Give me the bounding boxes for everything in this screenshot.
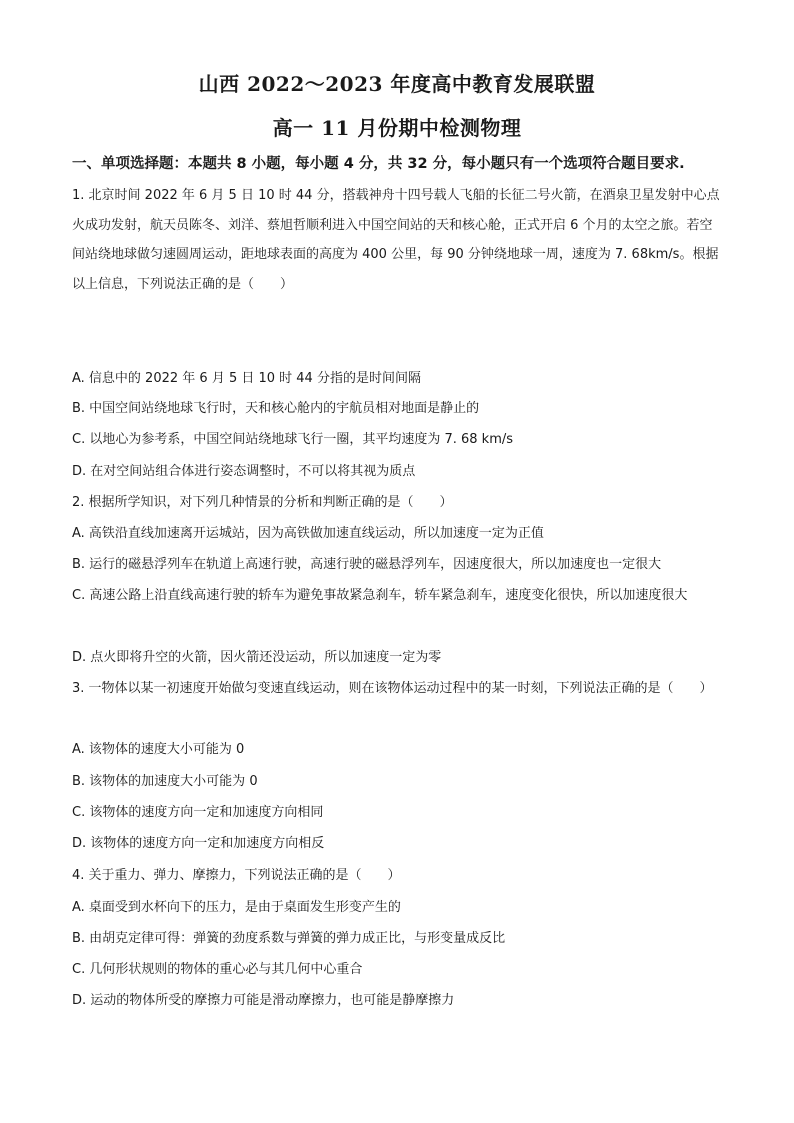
section-heading-single-choice: 一、单项选择题：本题共 8 小题，每小题 4 分，共 32 分，每小题只有一个选项符合题目要求. <box>72 156 685 172</box>
exam-title-line2: 高一 11 月份期中检测物理 <box>272 116 522 140</box>
question-2-option-d: D. 点火即将升空的火箭，因火箭还没运动，所以加速度一定为零 <box>72 650 442 665</box>
question-4-option-a: A. 桌面受到水杯向下的压力，是由于桌面发生形变产生的 <box>72 900 401 915</box>
question-3-option-a: A. 该物体的速度大小可能为 0 <box>72 742 245 757</box>
question-4-option-c: C. 几何形状规则的物体的重心必与其几何中心重合 <box>72 962 363 977</box>
question-3-stem: 3. 一物体以某一初速度开始做匀变速直线运动，则在该物体运动过程中的某一时刻，下列说法正确的是（ ） <box>72 681 713 696</box>
question-4-option-b: B. 由胡克定律可得：弹簧的劲度系数与弹簧的弹力成正比，与形变量成反比 <box>72 931 506 946</box>
question-1-option-b: B. 中国空间站绕地球飞行时，天和核心舱内的宇航员相对地面是静止的 <box>72 401 480 416</box>
question-1-option-c: C. 以地心为参考系，中国空间站绕地球飞行一圈，其平均速度为 7. 68 km/s <box>72 432 514 447</box>
question-2-option-a: A. 高铁沿直线加速离开运城站，因为高铁做加速直线运动，所以加速度一定为正值 <box>72 526 544 541</box>
question-3-option-d: D. 该物体的速度方向一定和加速度方向相反 <box>72 836 325 851</box>
question-1-option-d: D. 在对空间站组合体进行姿态调整时，不可以将其视为质点 <box>72 464 416 479</box>
question-4-stem: 4. 关于重力、弹力、摩擦力，下列说法正确的是（ ） <box>72 868 401 883</box>
question-2-option-c: C. 高速公路上沿直线高速行驶的轿车为避免事故紧急刹车，轿车紧急刹车，速度变化很快，所以加速度很大 <box>72 588 688 603</box>
question-3-option-c: C. 该物体的速度方向一定和加速度方向相同 <box>72 805 324 820</box>
exam-title-line1: 山西 2022～2023 年度高中教育发展联盟 <box>198 72 596 96</box>
question-1-stem: 1. 北京时间 2022 年 6 月 5 日 10 时 44 分，搭载神舟十四号载人飞船的长征二号火箭，在酒泉卫星发射中心点火成功发射，航天员陈冬、刘洋、蔡旭哲顺利进入中国空间站的天和核心舱，正式开启 6 个月的太空之旅。若空间站绕地球做匀速圆周运动，距地球表面的高度为 400 公里，每 90 分钟绕地球一周，速度为 7. 68km/s。根据以上信息，下列说法正确的是（ ） <box>72 188 720 292</box>
question-1-option-a: A. 信息中的 2022 年 6 月 5 日 10 时 44 分指的是时间间隔 <box>72 371 421 386</box>
question-4-option-d: D. 运动的物体所受的摩擦力可能是滑动摩擦力，也可能是静摩擦力 <box>72 993 455 1008</box>
question-2-stem: 2. 根据所学知识，对下列几种情景的分析和判断正确的是（ ） <box>72 495 453 510</box>
question-2-option-b: B. 运行的磁悬浮列车在轨道上高速行驶，高速行驶的磁悬浮列车，因速度很大，所以加速度也一定很大 <box>72 557 662 572</box>
question-3-option-b: B. 该物体的加速度大小可能为 0 <box>72 774 258 789</box>
